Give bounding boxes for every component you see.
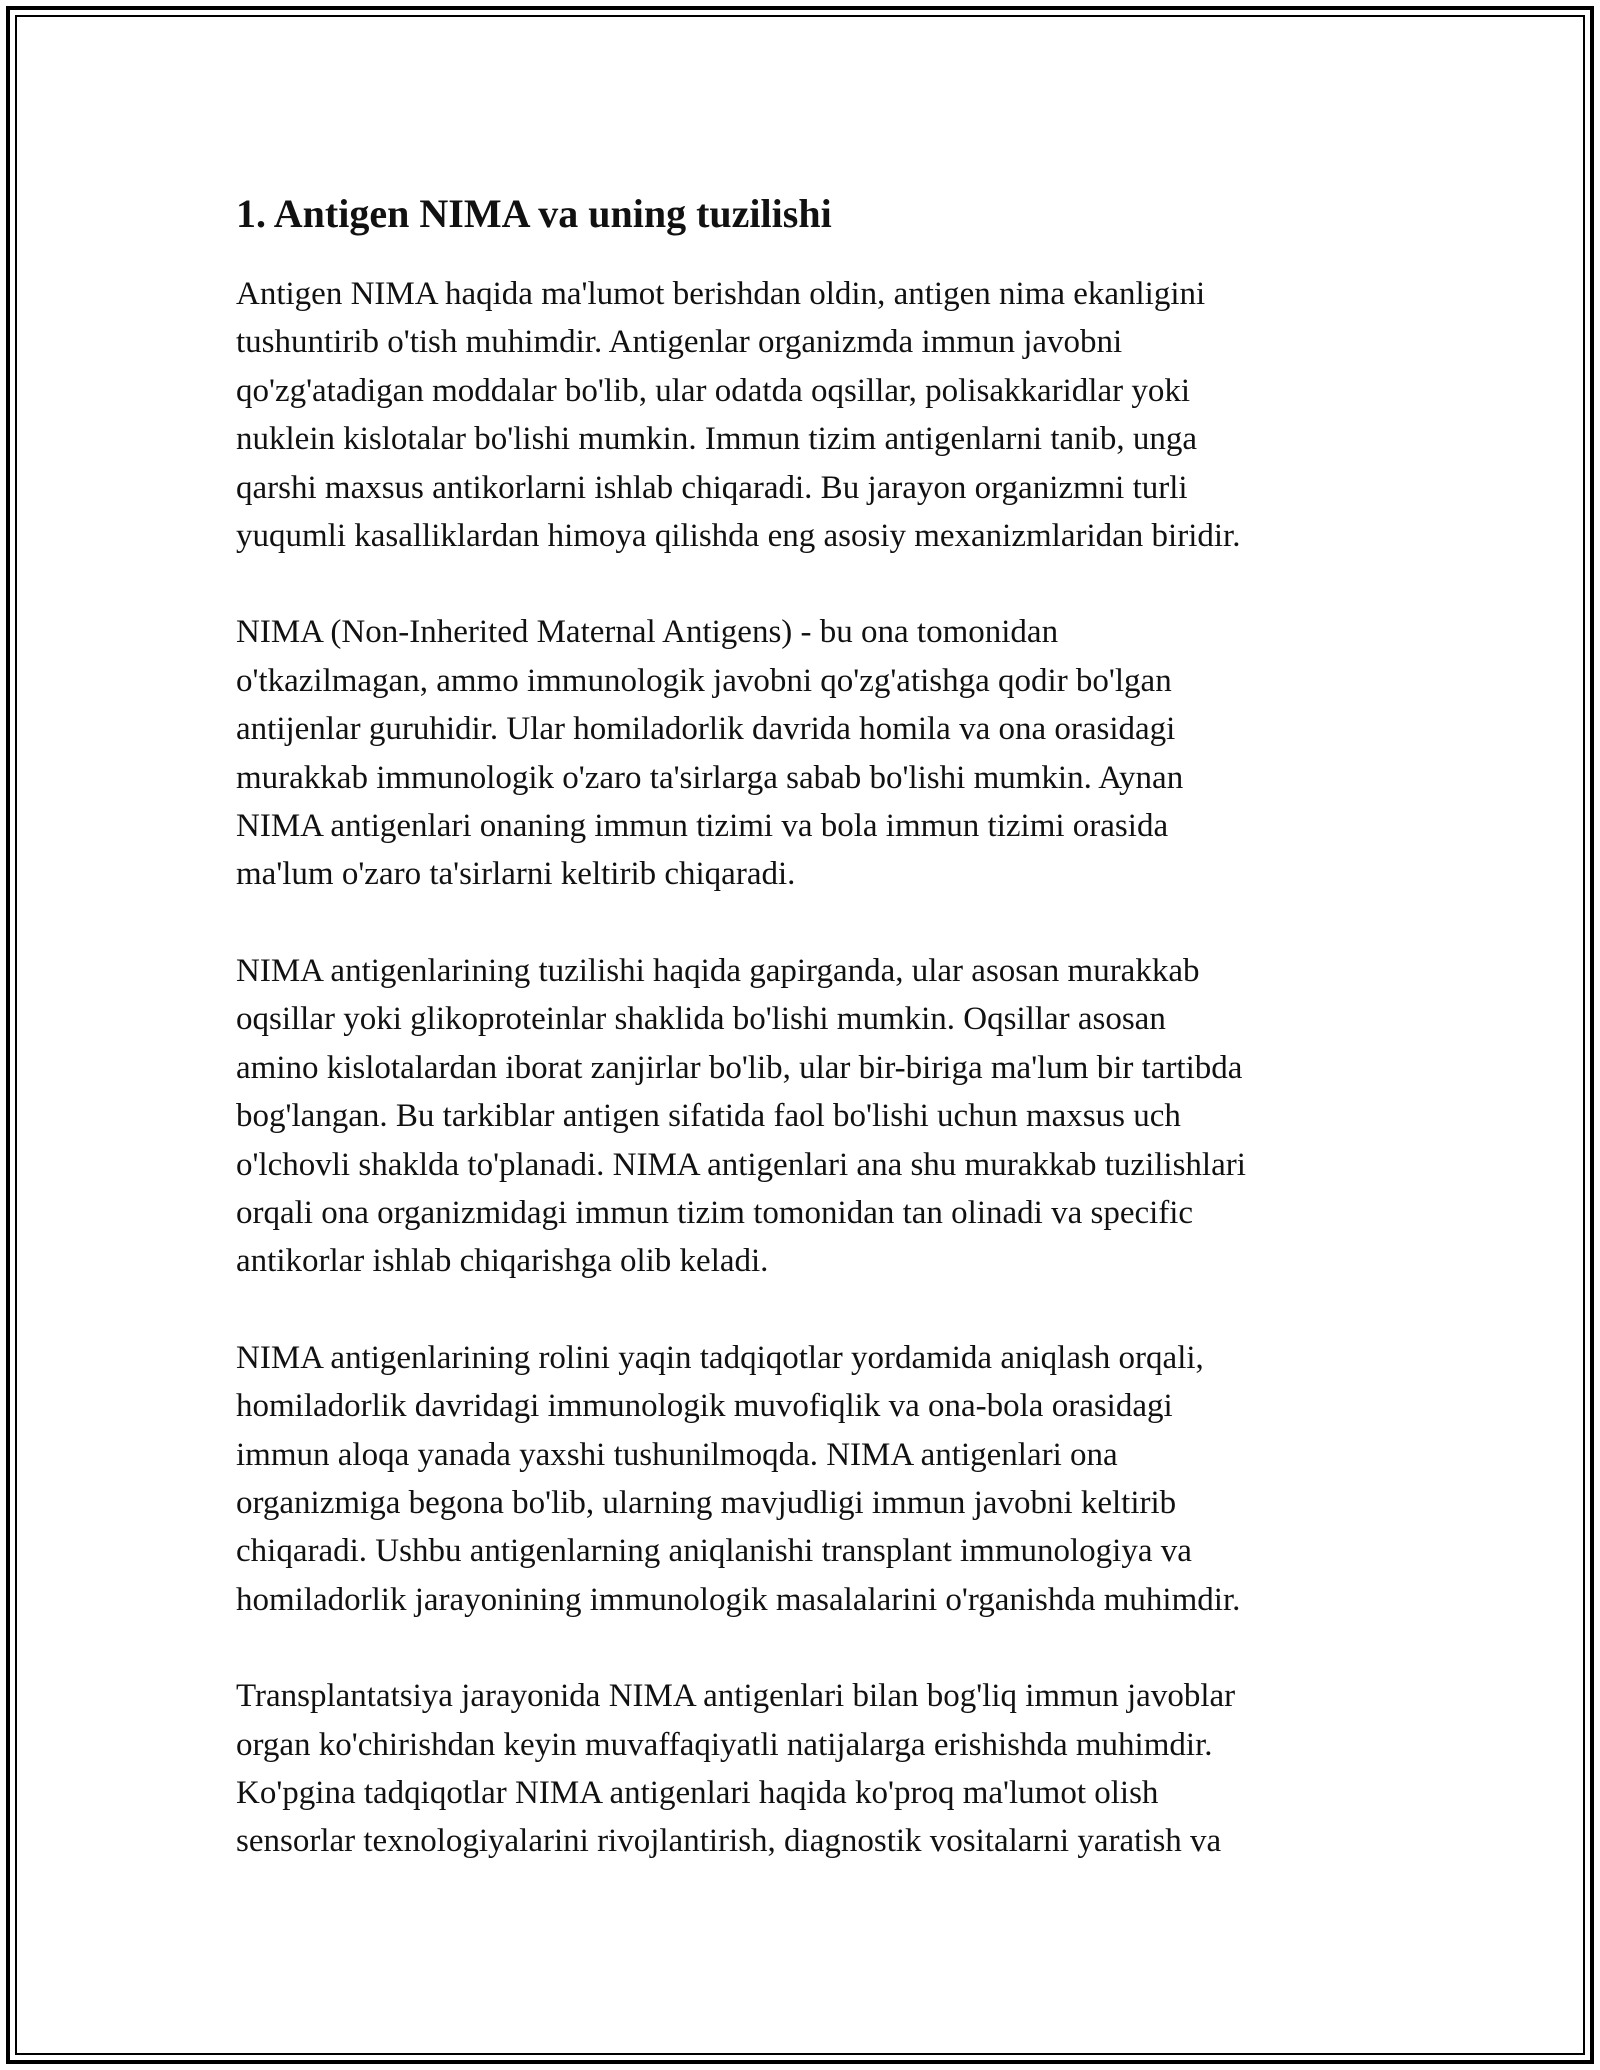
text-line: NIMA antigenlarining rolini yaqin tadqiqotlar yordamida aniqlash orqali,	[236, 1339, 1204, 1376]
text-line: Transplantatsiya jarayonida NIMA antigenlari bilan bog'liq immun javoblar	[236, 1678, 1236, 1715]
paragraph-1	[236, 270, 1376, 560]
text-line: antikorlar ishlab chiqarishga olib keladi.	[236, 1243, 769, 1280]
text-line: Antigen NIMA haqida ma'lumot berishdan oldin, antigen nima ekanligini	[236, 276, 1206, 312]
text-line: NIMA antigenlari onaning immun tizimi va bola immun tizimi orasida	[236, 808, 1169, 845]
text-line: organizmiga begona bo'lib, ularning mavjudligi immun javobni keltirib	[236, 1484, 1177, 1521]
paragraph-4	[236, 1334, 1376, 1624]
text-line: orqali ona organizmidagi immun tizim tomonidan tan olinadi va specific	[236, 1194, 1194, 1231]
text-line: oqsillar yoki glikoproteinlar shaklida bo'lishi mumkin. Oqsillar asosan	[236, 1001, 1166, 1038]
text-line: amino kislotalardan iborat zanjirlar bo'lib, ular bir-biriga ma'lum bir tartibda	[236, 1049, 1243, 1086]
text-line: NIMA antigenlarining tuzilishi haqida gapirganda, ular asosan murakkab	[236, 952, 1200, 989]
paragraph-5	[236, 1672, 1376, 1866]
text-line: qarshi maxsus antikorlarni ishlab chiqaradi. Bu jarayon organizmni turli	[236, 469, 1188, 506]
section-heading: 1. Antigen NIMA va uning tuzilishi	[236, 191, 832, 236]
text-line: nuklein kislotalar bo'lishi mumkin. Immun tizim antigenlarni tanib, unga	[236, 421, 1197, 458]
text-line: sensorlar texnologiyalarini rivojlantirish, diagnostik vositalarni yaratish va	[236, 1823, 1222, 1860]
text-line: NIMA (Non-Inherited Maternal Antigens) - bu ona tomonidan	[236, 614, 1059, 651]
text-line: homiladorlik jarayonining immunologik masalalarini o'rganishda muhimdir.	[236, 1581, 1241, 1618]
text-line: tushuntirib o'tish muhimdir. Antigenlar organizmda immun javobni	[236, 324, 1123, 361]
text-line: yuqumli kasalliklardan himoya qilishda eng asosiy mexanizmlaridan biridir.	[236, 518, 1241, 555]
text-line: o'tkazilmagan, ammo immunologik javobni qo'zg'atishga qodir bo'lgan	[236, 662, 1172, 699]
text-line: chiqaradi. Ushbu antigenlarning aniqlanishi transplant immunologiya va	[236, 1533, 1192, 1570]
text-line: immun aloqa yanada yaxshi tushunilmoqda. NIMA antigenlari ona	[236, 1436, 1118, 1473]
text-line: organ ko'chirishdan keyin muvaffaqiyatli natijalarga erishishda muhimdir.	[236, 1726, 1213, 1763]
text-line: antijenlar guruhidir. Ular homiladorlik davrida homila va ona orasidagi	[236, 711, 1176, 748]
text-line: murakkab immunologik o'zaro ta'sirlarga sabab bo'lishi mumkin. Aynan	[236, 759, 1184, 796]
text-line: homiladorlik davridagi immunologik muvofiqlik va ona-bola orasidagi	[236, 1388, 1173, 1425]
paragraph-2	[236, 608, 1376, 898]
paragraph-3	[236, 947, 1376, 1286]
document-body	[236, 186, 1376, 1914]
text-line: bog'langan. Bu tarkiblar antigen sifatida faol bo'lishi uchun maxsus uch	[236, 1098, 1181, 1135]
text-line: o'lchovli shaklda to'planadi. NIMA antigenlari ana shu murakkab tuzilishlari	[236, 1146, 1246, 1183]
text-line: ma'lum o'zaro ta'sirlarni keltirib chiqaradi.	[236, 856, 796, 893]
text-line: qo'zg'atadigan moddalar bo'lib, ular odatda oqsillar, polisakkaridlar yoki	[236, 372, 1191, 409]
text-line: Ko'pgina tadqiqotlar NIMA antigenlari haqida ko'proq ma'lumot olish	[236, 1774, 1159, 1811]
